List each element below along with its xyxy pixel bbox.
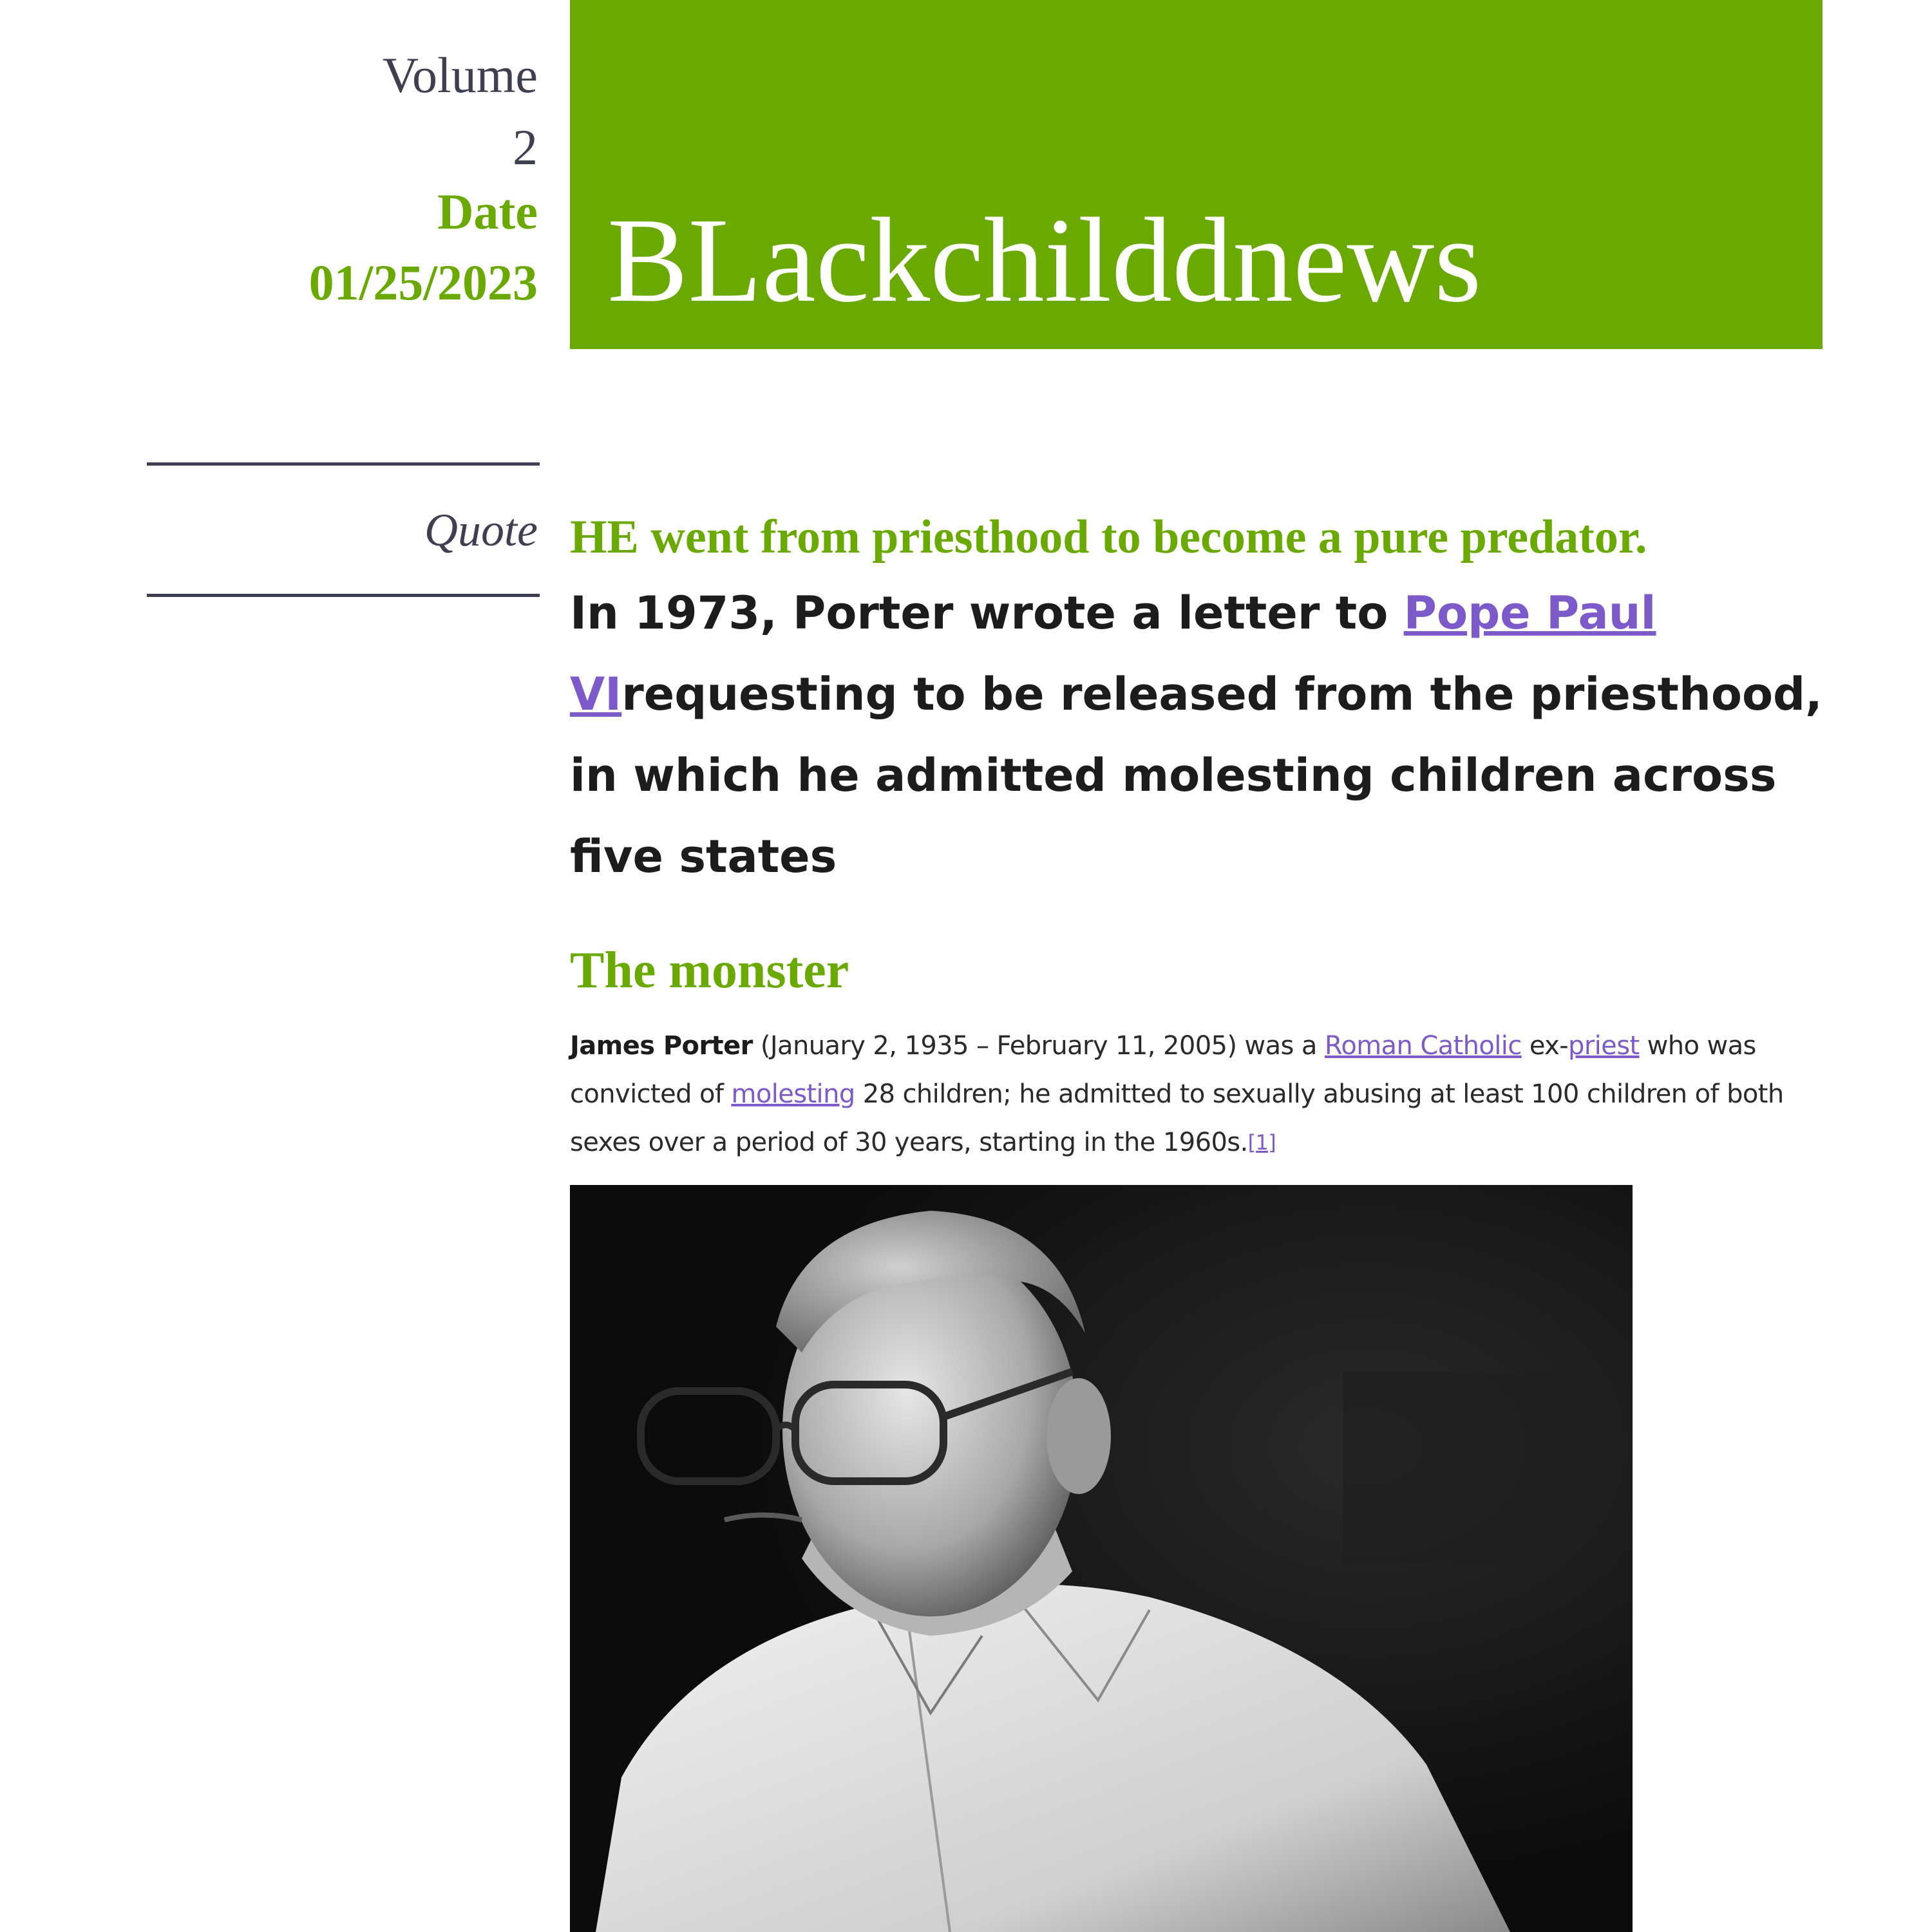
pope-paul-vi-link[interactable]: Pope Paul VI [570, 586, 1656, 721]
intro-text-before-link: In 1973, Porter wrote a letter to [570, 586, 1404, 639]
bio-name: James Porter [570, 1030, 753, 1061]
portrait-photo-graphic [570, 1185, 1633, 1932]
quote-divider-bottom [147, 594, 540, 597]
date-label: Date [437, 184, 538, 240]
volume-label: Volume [382, 47, 538, 103]
bio-text-2: ex- [1521, 1030, 1569, 1061]
priest-link[interactable]: priest [1568, 1030, 1640, 1061]
bio-text-3: who was convicted of [570, 1030, 1756, 1109]
portrait-photo [570, 1185, 1633, 1932]
quote-divider-top [147, 462, 540, 466]
citation-link[interactable]: [1] [1247, 1130, 1276, 1155]
article-body [570, 509, 1826, 1167]
masthead-title: BLackchilddnews [607, 193, 1482, 327]
molesting-link[interactable]: molesting [731, 1079, 855, 1109]
intro-paragraph [570, 573, 1826, 897]
volume-number: 2 [513, 119, 538, 175]
masthead [570, 0, 1823, 349]
quote-label: Quote [424, 504, 538, 556]
roman-catholic-link[interactable]: Roman Catholic [1324, 1030, 1522, 1061]
bio-paragraph [570, 1022, 1826, 1167]
lead-quote: HE went from priesthood to become a pure predator. [570, 511, 1647, 564]
bio-text-4: 28 children; he admitted to sexually abusing at least 100 children of both sexes over a period of 30 years, starting in the 1960s. [570, 1079, 1784, 1157]
bio-text-1: (January 2, 1935 – February 11, 2005) was a [752, 1030, 1325, 1061]
date-value: 01/25/2023 [308, 254, 538, 310]
section-heading: The monster [570, 942, 849, 999]
intro-text-after-link: requesting to be released from the priesthood, in which he admitted molesting children across five states [570, 667, 1823, 883]
